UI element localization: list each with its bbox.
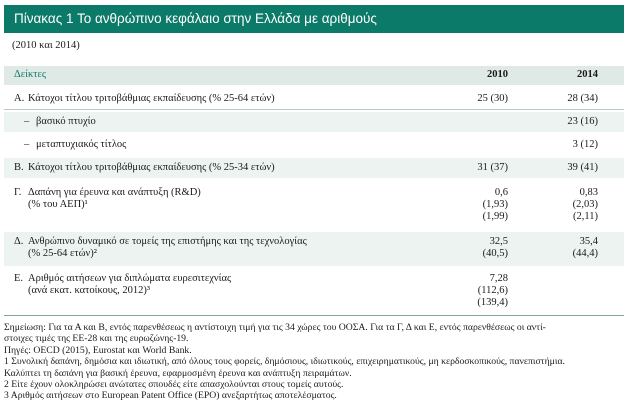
row-letter: E.	[14, 273, 24, 284]
note-line: Σημείωση: Για τα Α και Β, εντός παρενθέσεως η αντίστοιχη τιμή για τις 34 χώρες του ΟΟΣΑ. Για τα Γ, Δ και Ε, εντός παρενθέσεως οι αντί-	[4, 322, 546, 333]
footnote-2: 2 Είτε έχουν ολοκληρώσει ανώτατες σπουδές είτε απασχολούνται στους τομείς αυτούς.	[4, 379, 344, 391]
row-label: βασικό πτυχίο	[36, 116, 96, 127]
value-2014: 35,4	[579, 236, 598, 247]
value-2014: 23 (16)	[567, 116, 598, 127]
header-2010: 2010	[487, 69, 508, 80]
row-label-line2: (ανά εκατ. κατοίκους, 2012)³	[28, 285, 151, 296]
row-label-line1: Δαπάνη για έρευνα και ανάπτυξη (R&D)	[28, 187, 201, 198]
row-dash: –	[24, 139, 30, 150]
table-row	[4, 158, 624, 178]
footnote-1-cont: Καλύπτει τη δαπάνη για βασική έρευνα, εφαρμοσμένη έρευνα και ανάπτυξη πειραμάτων.	[4, 367, 352, 379]
value-2010-eurozone: (139,4)	[477, 297, 508, 308]
table-header	[4, 66, 624, 85]
note-line: στοιχες τιμές της ΕΕ-28 και της ευρωζώνης-19.	[4, 333, 189, 345]
row-label: Κάτοχοι τίτλου τριτοβάθμιας εκπαίδευσης (% 25-64 ετών)	[28, 93, 275, 104]
table-row	[4, 136, 624, 154]
table-row	[4, 232, 624, 266]
value-2010: 25 (30)	[477, 93, 508, 104]
value-2010: 7,28	[489, 273, 508, 284]
table-notes	[4, 322, 624, 402]
table-row	[4, 270, 624, 312]
table-row	[4, 91, 624, 107]
row-label: μεταπτυχιακός τίτλος	[36, 139, 127, 150]
value-2010-eu: (40,5)	[482, 248, 508, 259]
row-letter: Δ.	[14, 236, 24, 247]
value-2014: 3 (12)	[572, 139, 598, 150]
row-label: Κάτοχοι τίτλου τριτοβάθμιας εκπαίδευσης (% 25-34 ετών)	[28, 162, 275, 173]
table-title: Πίνακας 1 Το ανθρώπινο κεφάλαιο στην Ελλάδα με αριθμούς	[4, 5, 624, 33]
table-row	[4, 112, 624, 132]
value-2010: 31 (37)	[477, 162, 508, 173]
header-2014: 2014	[577, 69, 598, 80]
sources-line: Πηγές: OECD (2015), Eurostat και World Bank.	[4, 344, 192, 356]
value-2010: 0,6	[494, 187, 508, 198]
value-2010-eu: (112,6)	[477, 285, 508, 296]
value-2014-eu: (2,03)	[572, 199, 598, 210]
value-2014: 39 (41)	[567, 162, 598, 173]
value-2010-eu: (1,93)	[482, 199, 508, 210]
value-2014: 28 (34)	[567, 93, 598, 104]
value-2010: 32,5	[489, 236, 508, 247]
row-label-line2: (% του ΑΕΠ)¹	[28, 199, 88, 210]
header-indicators-label: Δείκτες	[14, 69, 47, 80]
footnote-3: 3 Αριθμός αιτήσεων στο European Patent Office (EPO) ανεξαρτήτως αποτελέσματος.	[4, 390, 337, 402]
value-2014-eu: (44,4)	[572, 248, 598, 259]
table-row	[4, 184, 624, 228]
row-letter: Γ.	[14, 187, 22, 198]
row-dash: –	[24, 116, 30, 127]
value-2014: 0,83	[579, 187, 598, 198]
row-letter: B.	[14, 162, 24, 173]
value-2014-eurozone: (2,11)	[573, 211, 598, 222]
footnote-1: 1 Συνολική δαπάνη, δημόσια και ιδιωτική, από όλους τους φορείς, δημόσιους, ιδιωτικούς, επιχειρηματικούς, μη κερδοσκοπικούς, πανεπιστήμια.	[4, 356, 565, 368]
row-label-line2: (% 25-64 ετών)²	[28, 248, 97, 259]
row-label-line1: Ανθρώπινο δυναμικό σε τομείς της επιστήμης και της τεχνολογίας	[28, 236, 307, 247]
value-2010-eurozone: (1,99)	[482, 211, 508, 222]
table-subtitle: (2010 και 2014)	[12, 40, 80, 51]
row-label-line1: Αριθμός αιτήσεων για διπλώματα ευρεσιτεχνίας	[28, 273, 232, 284]
row-letter: A.	[14, 93, 25, 104]
